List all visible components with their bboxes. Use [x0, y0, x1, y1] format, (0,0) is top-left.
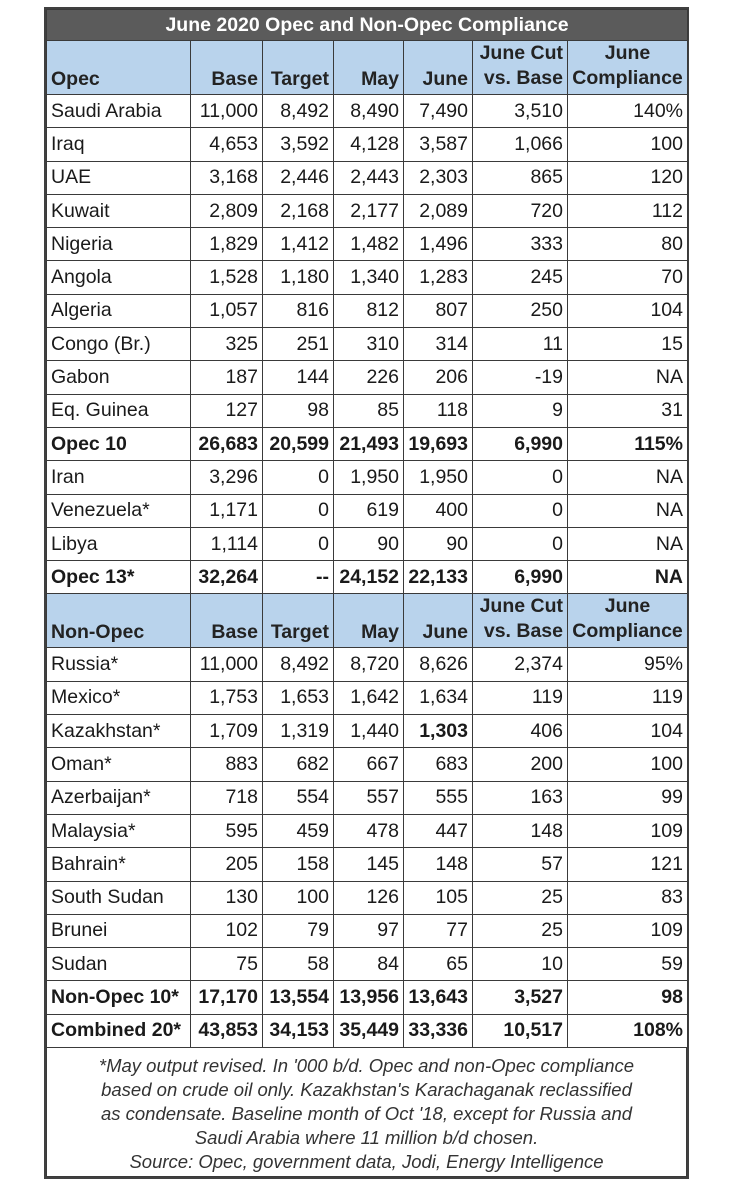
table-cell: 595 — [191, 814, 263, 847]
table-cell: 6,990 — [473, 427, 568, 460]
table-cell: 1,114 — [191, 527, 263, 560]
table-cell: 58 — [263, 948, 334, 981]
table-cell: 75 — [191, 948, 263, 981]
row-label: Sudan — [47, 948, 191, 981]
table-row — [47, 194, 688, 227]
table-cell: 7,490 — [404, 95, 473, 128]
row-label: Brunei — [47, 914, 191, 947]
table-cell: 121 — [568, 848, 688, 881]
footnote-line: as condensate. Baseline month of Oct '18, except for Russia and — [100, 1103, 633, 1125]
table-cell: 314 — [404, 328, 473, 361]
table-cell: 8,720 — [334, 648, 404, 681]
row-label: Mexico* — [47, 681, 191, 714]
table-row — [47, 681, 688, 714]
table-cell: 104 — [568, 715, 688, 748]
table-cell: NA — [568, 494, 688, 527]
table-cell: 90 — [404, 527, 473, 560]
table-cell: 79 — [263, 914, 334, 947]
table-cell: 557 — [334, 781, 404, 814]
table-cell: 1,950 — [404, 461, 473, 494]
table-cell: 2,809 — [191, 194, 263, 227]
table-cell: 104 — [568, 294, 688, 327]
table-cell: 1,496 — [404, 228, 473, 261]
table-row — [47, 361, 688, 394]
table-cell: 812 — [334, 294, 404, 327]
row-label: Opec 10 — [47, 427, 191, 460]
table-cell: 105 — [404, 881, 473, 914]
table-cell: 127 — [191, 394, 263, 427]
table-cell: 158 — [263, 848, 334, 881]
table-cell: 1,950 — [334, 461, 404, 494]
compliance-table-frame — [44, 7, 689, 1179]
table-cell: 251 — [263, 328, 334, 361]
header-line: June — [604, 42, 651, 64]
row-label: Oman* — [47, 748, 191, 781]
table-cell: 140% — [568, 95, 688, 128]
table-row — [47, 715, 688, 748]
table-cell: 865 — [473, 161, 568, 194]
table-cell: 33,336 — [404, 1014, 473, 1047]
header-cell-compliance — [568, 41, 688, 95]
table-cell: 250 — [473, 294, 568, 327]
table-cell: 11,000 — [191, 95, 263, 128]
table-row — [47, 128, 688, 161]
row-label: Nigeria — [47, 228, 191, 261]
table-cell: 554 — [263, 781, 334, 814]
table-cell: 447 — [404, 814, 473, 847]
table-row — [47, 948, 688, 981]
nonopec-header-row — [47, 594, 688, 648]
header-cell: Target — [263, 594, 334, 648]
table-cell: 85 — [334, 394, 404, 427]
header-section-label: Non-Opec — [47, 594, 191, 648]
table-cell: 20,599 — [263, 427, 334, 460]
row-label: Opec 13* — [47, 561, 191, 594]
table-cell: 100 — [263, 881, 334, 914]
header-line: vs. Base — [483, 67, 563, 89]
table-cell: 807 — [404, 294, 473, 327]
table-body — [47, 10, 688, 1048]
table-cell: 98 — [568, 981, 688, 1014]
table-cell: 99 — [568, 781, 688, 814]
table-cell: 682 — [263, 748, 334, 781]
opec-header-row — [47, 41, 688, 95]
table-cell: 619 — [334, 494, 404, 527]
table-cell: NA — [568, 527, 688, 560]
table-cell: 43,853 — [191, 1014, 263, 1047]
table-cell: 13,643 — [404, 981, 473, 1014]
table-cell: 3,592 — [263, 128, 334, 161]
table-cell: 11 — [473, 328, 568, 361]
header-cell: Base — [191, 41, 263, 95]
table-cell: 15 — [568, 328, 688, 361]
table-title: June 2020 Opec and Non-Opec Compliance — [47, 10, 688, 41]
table-cell: 1,340 — [334, 261, 404, 294]
row-label: Non-Opec 10* — [47, 981, 191, 1014]
header-line: June Cut — [479, 42, 563, 64]
row-label: Congo (Br.) — [47, 328, 191, 361]
table-cell: 10 — [473, 948, 568, 981]
table-cell: 2,446 — [263, 161, 334, 194]
table-cell: 108% — [568, 1014, 688, 1047]
table-cell: 1,482 — [334, 228, 404, 261]
table-cell: 0 — [473, 494, 568, 527]
table-cell: 90 — [334, 527, 404, 560]
title-row — [47, 10, 688, 41]
table-row — [47, 394, 688, 427]
table-cell: 118 — [404, 394, 473, 427]
table-cell: 112 — [568, 194, 688, 227]
row-label: Kazakhstan* — [47, 715, 191, 748]
table-cell: 2,177 — [334, 194, 404, 227]
header-cell: May — [334, 594, 404, 648]
table-cell: 10,517 — [473, 1014, 568, 1047]
table-cell: -19 — [473, 361, 568, 394]
row-label: Angola — [47, 261, 191, 294]
table-cell: 1,057 — [191, 294, 263, 327]
table-cell: 1,634 — [404, 681, 473, 714]
total-row-combined — [47, 1014, 688, 1047]
footnote-line: Saudi Arabia where 11 million b/d chosen. — [194, 1127, 539, 1149]
table-cell: 25 — [473, 881, 568, 914]
table-row — [47, 881, 688, 914]
row-label: Bahrain* — [47, 848, 191, 881]
table-cell: 144 — [263, 361, 334, 394]
table-cell: -- — [263, 561, 334, 594]
row-label: Libya — [47, 527, 191, 560]
source-line: Source: Opec, government data, Jodi, Energy Intelligence — [129, 1151, 604, 1173]
table-cell: 400 — [404, 494, 473, 527]
table-cell: 310 — [334, 328, 404, 361]
table-cell: 0 — [473, 527, 568, 560]
table-cell: 0 — [263, 527, 334, 560]
table-cell: 478 — [334, 814, 404, 847]
table-cell: 333 — [473, 228, 568, 261]
table-cell: 19,693 — [404, 427, 473, 460]
table-cell: 148 — [404, 848, 473, 881]
table-cell: 21,493 — [334, 427, 404, 460]
table-cell: 130 — [191, 881, 263, 914]
header-cell: Base — [191, 594, 263, 648]
table-cell: 163 — [473, 781, 568, 814]
table-cell: 1,180 — [263, 261, 334, 294]
row-label: Eq. Guinea — [47, 394, 191, 427]
table-cell: 11,000 — [191, 648, 263, 681]
table-cell: 8,492 — [263, 648, 334, 681]
table-cell: 1,066 — [473, 128, 568, 161]
table-cell: 83 — [568, 881, 688, 914]
table-cell: 145 — [334, 848, 404, 881]
table-cell: 718 — [191, 781, 263, 814]
table-cell: 555 — [404, 781, 473, 814]
table-cell: 4,128 — [334, 128, 404, 161]
table-cell: 35,449 — [334, 1014, 404, 1047]
table-cell: NA — [568, 561, 688, 594]
subtotal-row-nonopec10 — [47, 981, 688, 1014]
table-row — [47, 328, 688, 361]
table-row — [47, 848, 688, 881]
table-cell: 31 — [568, 394, 688, 427]
table-cell: 17,170 — [191, 981, 263, 1014]
table-cell: 667 — [334, 748, 404, 781]
table-cell: NA — [568, 461, 688, 494]
table-cell: 119 — [473, 681, 568, 714]
table-row — [47, 95, 688, 128]
table-cell: 883 — [191, 748, 263, 781]
row-label: South Sudan — [47, 881, 191, 914]
row-label: Combined 20* — [47, 1014, 191, 1047]
table-cell: 8,492 — [263, 95, 334, 128]
table-cell: 13,956 — [334, 981, 404, 1014]
header-line: June — [604, 595, 651, 618]
table-cell: 80 — [568, 228, 688, 261]
table-cell: 683 — [404, 748, 473, 781]
table-row — [47, 648, 688, 681]
table-cell: 205 — [191, 848, 263, 881]
table-cell: 148 — [473, 814, 568, 847]
table-row — [47, 461, 688, 494]
table-cell: 720 — [473, 194, 568, 227]
header-line: Compliance — [572, 620, 683, 643]
table-cell: 84 — [334, 948, 404, 981]
row-label: Saudi Arabia — [47, 95, 191, 128]
header-line: June Cut — [479, 595, 563, 618]
table-row — [47, 228, 688, 261]
table-cell: 57 — [473, 848, 568, 881]
row-label: Azerbaijan* — [47, 781, 191, 814]
table-cell: 77 — [404, 914, 473, 947]
table-cell: 24,152 — [334, 561, 404, 594]
table-cell: 115% — [568, 427, 688, 460]
row-label: Iraq — [47, 128, 191, 161]
table-cell: 9 — [473, 394, 568, 427]
table-cell: 2,374 — [473, 648, 568, 681]
header-line: Compliance — [572, 67, 683, 89]
row-label: Gabon — [47, 361, 191, 394]
table-cell: 1,412 — [263, 228, 334, 261]
table-cell: 0 — [263, 494, 334, 527]
row-label: Kuwait — [47, 194, 191, 227]
compliance-table — [46, 9, 688, 1048]
table-cell: 102 — [191, 914, 263, 947]
table-cell: 8,626 — [404, 648, 473, 681]
row-label: Malaysia* — [47, 814, 191, 847]
subtotal-row-opec13 — [47, 561, 688, 594]
table-cell: 226 — [334, 361, 404, 394]
footnote-line: *May output revised. In '000 b/d. Opec and non-Opec compliance — [98, 1055, 635, 1077]
table-cell: 4,653 — [191, 128, 263, 161]
table-cell: 22,133 — [404, 561, 473, 594]
table-cell: 1,440 — [334, 715, 404, 748]
table-cell: 13,554 — [263, 981, 334, 1014]
table-row — [47, 914, 688, 947]
table-cell: 2,089 — [404, 194, 473, 227]
header-cell: June — [404, 594, 473, 648]
header-cell-compliance — [568, 594, 688, 648]
table-cell: 816 — [263, 294, 334, 327]
table-cell: 1,303 — [404, 715, 473, 748]
header-cell-cut — [473, 594, 568, 648]
header-section-label: Opec — [47, 41, 191, 95]
table-cell: 3,168 — [191, 161, 263, 194]
footnotes — [46, 1048, 687, 1177]
table-cell: 3,587 — [404, 128, 473, 161]
header-line: vs. Base — [483, 620, 563, 643]
table-row — [47, 161, 688, 194]
table-cell: 26,683 — [191, 427, 263, 460]
header-cell: June — [404, 41, 473, 95]
table-row — [47, 527, 688, 560]
table-cell: 120 — [568, 161, 688, 194]
table-row — [47, 261, 688, 294]
table-cell: 245 — [473, 261, 568, 294]
table-cell: 126 — [334, 881, 404, 914]
table-cell: 1,709 — [191, 715, 263, 748]
row-label: Algeria — [47, 294, 191, 327]
table-cell: 59 — [568, 948, 688, 981]
subtotal-row-opec10 — [47, 427, 688, 460]
table-cell: 109 — [568, 914, 688, 947]
table-cell: 100 — [568, 128, 688, 161]
table-cell: 1,642 — [334, 681, 404, 714]
table-cell: 2,168 — [263, 194, 334, 227]
table-cell: 325 — [191, 328, 263, 361]
row-label: UAE — [47, 161, 191, 194]
table-cell: 2,303 — [404, 161, 473, 194]
table-cell: 2,443 — [334, 161, 404, 194]
table-cell: 1,171 — [191, 494, 263, 527]
table-cell: 119 — [568, 681, 688, 714]
table-cell: 406 — [473, 715, 568, 748]
table-cell: 65 — [404, 948, 473, 981]
table-cell: 1,528 — [191, 261, 263, 294]
table-cell: 32,264 — [191, 561, 263, 594]
table-cell: 3,527 — [473, 981, 568, 1014]
table-row — [47, 781, 688, 814]
table-row — [47, 294, 688, 327]
table-cell: 1,653 — [263, 681, 334, 714]
table-cell: 1,753 — [191, 681, 263, 714]
row-label: Russia* — [47, 648, 191, 681]
header-cell-cut — [473, 41, 568, 95]
table-row — [47, 814, 688, 847]
table-cell: 3,510 — [473, 95, 568, 128]
table-cell: 6,990 — [473, 561, 568, 594]
table-cell: 25 — [473, 914, 568, 947]
table-row — [47, 494, 688, 527]
table-cell: 206 — [404, 361, 473, 394]
table-cell: 0 — [263, 461, 334, 494]
table-cell: 98 — [263, 394, 334, 427]
table-cell: 97 — [334, 914, 404, 947]
table-cell: 459 — [263, 814, 334, 847]
table-cell: 200 — [473, 748, 568, 781]
table-cell: 109 — [568, 814, 688, 847]
table-cell: 8,490 — [334, 95, 404, 128]
table-cell: 1,283 — [404, 261, 473, 294]
table-row — [47, 748, 688, 781]
table-cell: NA — [568, 361, 688, 394]
header-cell: Target — [263, 41, 334, 95]
table-cell: 1,829 — [191, 228, 263, 261]
table-cell: 187 — [191, 361, 263, 394]
row-label: Venezuela* — [47, 494, 191, 527]
table-cell: 3,296 — [191, 461, 263, 494]
table-cell: 0 — [473, 461, 568, 494]
table-cell: 70 — [568, 261, 688, 294]
row-label: Iran — [47, 461, 191, 494]
table-cell: 100 — [568, 748, 688, 781]
table-cell: 95% — [568, 648, 688, 681]
table-cell: 1,319 — [263, 715, 334, 748]
table-cell: 34,153 — [263, 1014, 334, 1047]
header-cell: May — [334, 41, 404, 95]
footnote-line: based on crude oil only. Kazakhstan's Karachaganak reclassified — [101, 1079, 632, 1101]
